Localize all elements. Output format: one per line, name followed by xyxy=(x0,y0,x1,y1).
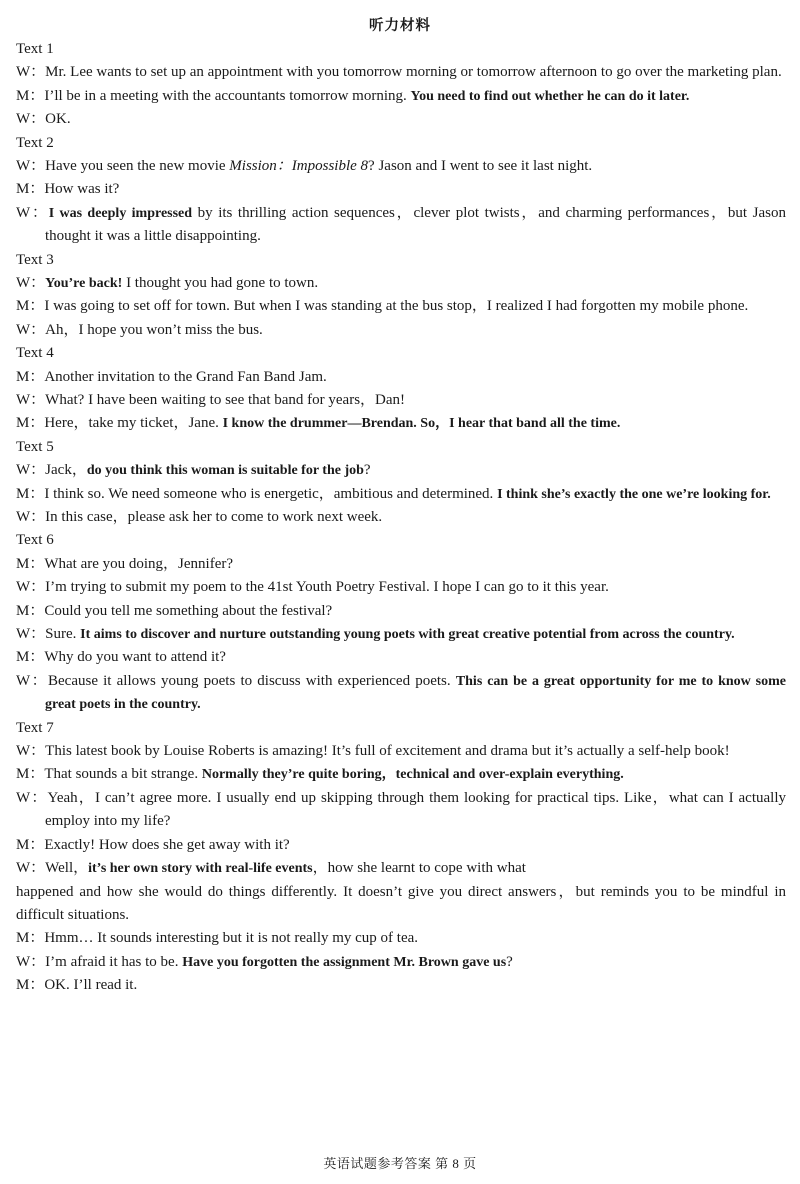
dialogue-text: ? Jason and I went to see it last night. xyxy=(368,158,593,174)
dialogue-line xyxy=(16,319,786,342)
dialogue-line xyxy=(16,576,786,599)
text-heading: Text 7 xyxy=(16,719,54,736)
dialogue-text: I’m trying to submit my poem to the 41st Youth Poetry Festival. I hope I can go to it this year. xyxy=(45,579,609,596)
dialogue-line xyxy=(16,366,786,389)
page-title: 听力材料 xyxy=(369,18,431,34)
text-heading: Text 1 xyxy=(16,41,54,57)
speaker-label: W： xyxy=(16,672,48,689)
speaker-label: M： xyxy=(16,368,45,385)
dialogue-text: I’ll be in a meeting with the accountants tomorrow morning. xyxy=(44,87,411,104)
speaker-label: M： xyxy=(16,930,45,947)
dialogue-text: Could you tell me something about the festival? xyxy=(44,602,333,619)
dialogue-line xyxy=(16,600,786,623)
dialogue-text: Exactly! How does she get away with it? xyxy=(44,836,290,853)
dialogue-text: Mr. Lee wants to set up an appointment with you tomorrow morning or tomorrow afternoon to go over the marketing plan. xyxy=(45,64,782,81)
speaker-label: W： xyxy=(16,860,46,877)
emphasized-text: Have you forgotten the assignment Mr. Brown gave us xyxy=(182,954,507,970)
emphasized-text: This can be a great opportunity for me to know some great poets in the country. xyxy=(45,673,786,713)
text-heading: Text 2 xyxy=(16,134,54,151)
dialogue-text: happened and how she would do things differently. It doesn’t give you direct answers，but reminds you to be mindful in difficult situations. xyxy=(16,883,786,923)
dialogue-line xyxy=(16,202,786,249)
speaker-label: M： xyxy=(16,415,45,432)
page-footer: 英语试题参考答案 第 8 页 xyxy=(323,1156,477,1171)
speaker-label: M： xyxy=(16,649,45,666)
speaker-label: W： xyxy=(16,626,46,643)
dialogue-text: Hmm… It sounds interesting but it is not really my cup of tea. xyxy=(44,930,419,947)
dialogue-line xyxy=(16,740,786,763)
speaker-label: W： xyxy=(16,789,48,806)
dialogue-text: I was going to set off for town. But when I was standing at the bus stop，I realized I had forgotten my mobile phone. xyxy=(44,298,749,315)
emphasized-text: I was deeply impressed xyxy=(48,205,193,221)
speaker-label: M： xyxy=(16,87,45,104)
dialogue-line xyxy=(16,389,786,412)
dialogue-text: OK. I’ll read it. xyxy=(44,977,138,994)
dialogue-text: Well， xyxy=(45,860,89,877)
dialogue-text: What? I have been waiting to see that band for years，Dan! xyxy=(45,392,406,409)
dialogue-line xyxy=(16,178,786,201)
dialogue-text: Yeah，I can’t agree more. I usually end up skipping through them looking for practical tips. Like，what can I actually employ into my life? xyxy=(45,789,786,830)
speaker-label: M： xyxy=(16,766,45,783)
dialogue-text: Sure. xyxy=(45,626,81,643)
speaker-label: W： xyxy=(16,321,46,338)
dialogue-line xyxy=(16,85,786,108)
dialogue-line xyxy=(16,927,786,950)
speaker-label: M： xyxy=(16,602,45,619)
dialogue-line xyxy=(16,61,786,84)
speaker-label: M： xyxy=(16,181,45,198)
speaker-label: M： xyxy=(16,298,45,315)
dialogue-line xyxy=(16,670,786,717)
dialogue-text: Because it allows young poets to discuss with experienced poets. xyxy=(48,672,456,689)
speaker-label: W： xyxy=(16,204,49,221)
dialogue-text: I think so. We need someone who is energetic，ambitious and determined. xyxy=(44,485,498,502)
dialogue-line xyxy=(16,974,786,997)
dialogue-text: Ah，I hope you won’t miss the bus. xyxy=(45,321,263,338)
dialogue-text: OK. xyxy=(45,111,71,128)
emphasized-text: I think she’s exactly the one we’re looking for. xyxy=(497,486,771,502)
emphasized-text: You’re back! xyxy=(45,276,123,292)
dialogue-text: That sounds a bit strange. xyxy=(44,766,202,783)
dialogue-text: I thought you had gone to town. xyxy=(122,275,319,292)
dialogue-line xyxy=(16,506,786,529)
dialogue-text: Jack， xyxy=(45,462,87,479)
speaker-label: M： xyxy=(16,836,45,853)
speaker-label: W： xyxy=(16,953,46,970)
speaker-label: W： xyxy=(16,158,46,174)
dialogue-text: by its thrilling action sequences，clever plot twists，and charming performances，but Jason thought it was a little disappointing. xyxy=(45,204,786,245)
dialogue-text: ，how she learnt to cope with what xyxy=(312,860,526,877)
emphasized-text: do you think this woman is suitable for the job xyxy=(86,463,364,479)
dialogue-text: How was it? xyxy=(44,181,120,198)
transcript-body xyxy=(16,38,786,998)
dialogue-line xyxy=(16,763,786,786)
text-heading: Text 3 xyxy=(16,251,54,268)
emphasized-text: It aims to discover and nurture outstanding young poets with great creative potential from across the country. xyxy=(80,627,735,643)
dialogue-line xyxy=(16,623,786,646)
dialogue-line xyxy=(16,857,786,880)
speaker-label: W： xyxy=(16,462,46,479)
dialogue-line xyxy=(16,834,786,857)
speaker-label: W： xyxy=(16,509,46,526)
speaker-label: W： xyxy=(16,579,46,596)
emphasized-text: it’s her own story with real-life events xyxy=(88,861,313,877)
emphasized-text: Normally they’re quite boring，technical and over-explain everything. xyxy=(201,767,624,783)
dialogue-line xyxy=(16,483,786,506)
dialogue-line xyxy=(16,881,786,928)
speaker-label: M： xyxy=(16,485,45,502)
speaker-label: W： xyxy=(16,743,46,760)
dialogue-line xyxy=(16,459,786,482)
speaker-label: W： xyxy=(16,111,46,128)
dialogue-text: I’m afraid it has to be. xyxy=(45,953,183,970)
dialogue-line xyxy=(16,787,786,834)
dialogue-line xyxy=(16,553,786,576)
dialogue-line xyxy=(16,951,786,974)
dialogue-line xyxy=(16,646,786,669)
speaker-label: W： xyxy=(16,64,46,81)
italic-title: Mission：Impossible 8 xyxy=(229,158,369,174)
text-heading: Text 5 xyxy=(16,438,54,455)
speaker-label: M： xyxy=(16,555,45,572)
dialogue-text: In this case，please ask her to come to work next week. xyxy=(45,509,383,526)
dialogue-text: ? xyxy=(506,953,513,970)
dialogue-text: ? xyxy=(363,462,371,479)
text-heading: Text 4 xyxy=(16,345,54,362)
text-heading: Text 6 xyxy=(16,532,54,549)
dialogue-text: What are you doing，Jennifer? xyxy=(44,555,234,572)
dialogue-line xyxy=(16,108,786,131)
dialogue-line xyxy=(16,155,786,178)
dialogue-text: This latest book by Louise Roberts is amazing! It’s full of excitement and drama but it’s actually a self-help book! xyxy=(45,743,730,760)
emphasized-text: You need to find out whether he can do it later. xyxy=(410,88,690,104)
speaker-label: M： xyxy=(16,977,45,994)
speaker-label: W： xyxy=(16,392,46,409)
dialogue-line xyxy=(16,295,786,318)
dialogue-text: Have you seen the new movie xyxy=(45,158,230,174)
emphasized-text: I know the drummer—Brendan. So，I hear that band all the time. xyxy=(222,416,621,432)
dialogue-text: Here，take my ticket，Jane. xyxy=(44,415,223,432)
dialogue-text: Another invitation to the Grand Fan Band Jam. xyxy=(44,368,327,385)
dialogue-text: Why do you want to attend it? xyxy=(44,649,226,666)
dialogue-line xyxy=(16,272,786,295)
speaker-label: W： xyxy=(16,275,46,292)
dialogue-line xyxy=(16,412,786,435)
